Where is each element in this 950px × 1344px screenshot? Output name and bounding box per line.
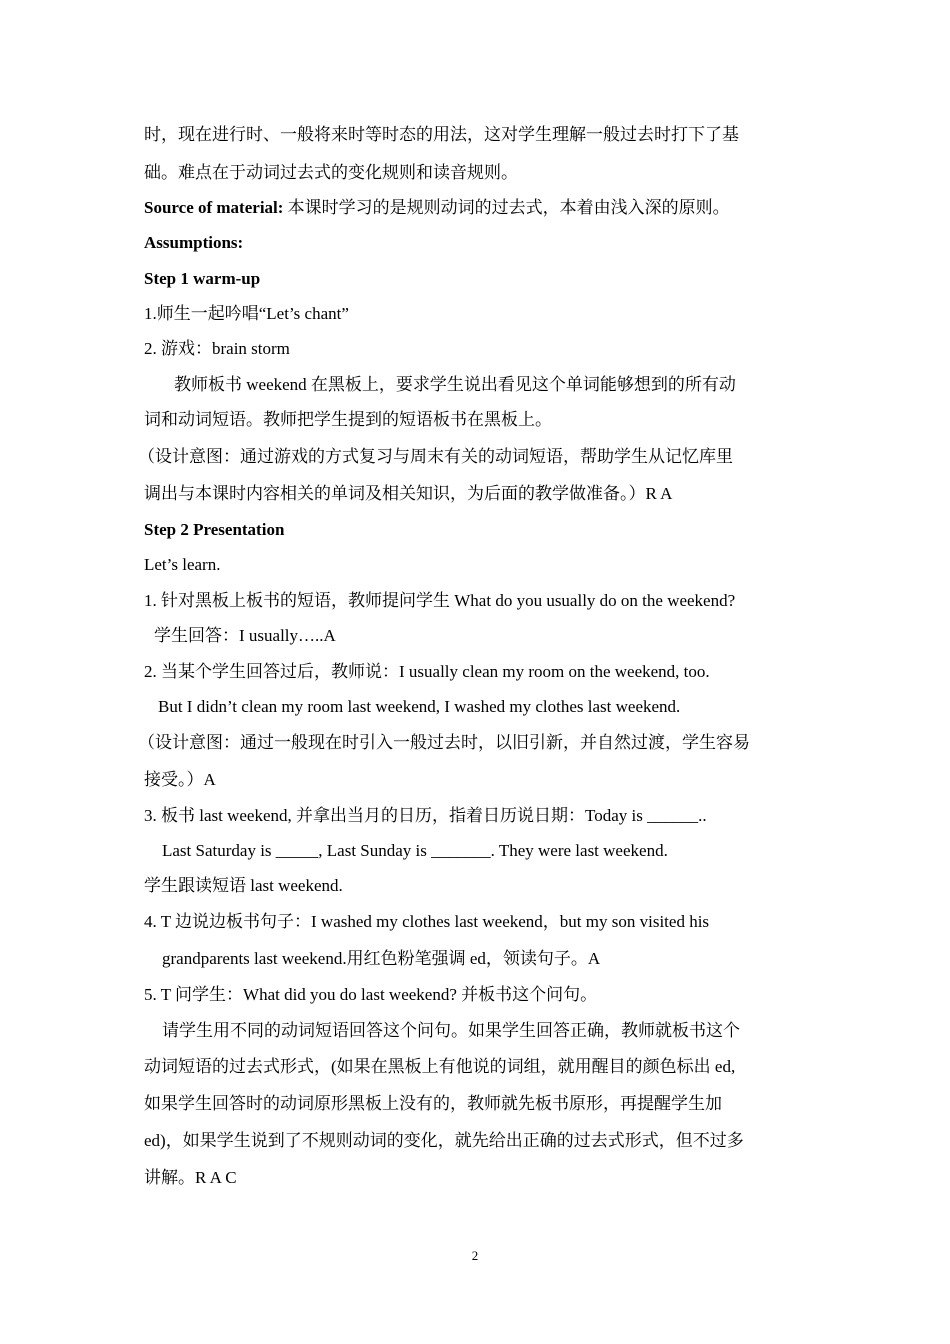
text-line: 5. T 问学生：What did you do last weekend? 并板书这个问句。 xyxy=(144,985,598,1004)
source-label: Source of material: xyxy=(144,198,284,217)
text-line: （设计意图：通过游戏的方式复习与周末有关的动词短语，帮助学生从记忆库里 xyxy=(138,447,733,466)
text-line: But I didn’t clean my room last weekend, I washed my clothes last weekend. xyxy=(158,697,681,716)
text-line: 4. T 边说边板书句子：I washed my clothes last weekend，but my son visited his xyxy=(144,912,710,931)
text-line: Let’s learn. xyxy=(144,555,221,574)
text-line: 学生跟读短语 last weekend. xyxy=(144,876,343,895)
text-line: grandparents last weekend.用红色粉笔强调 ed，领读句子。A xyxy=(162,949,601,968)
text-line: 1.师生一起吟唱“Let’s chant” xyxy=(144,304,349,323)
text-line: 学生回答：I usually…..A xyxy=(154,626,336,645)
source-text: 本课时学习的是规则动词的过去式，本着由浅入深的原则。 xyxy=(287,198,730,217)
text-line: （设计意图：通过一般现在时引入一般过去时，以旧引新，并自然过渡，学生容易 xyxy=(138,733,750,752)
assumptions-heading: Assumptions: xyxy=(144,233,244,252)
source-of-material-line xyxy=(144,191,730,225)
text-line: 词和动词短语。教师把学生提到的短语板书在黑板上。 xyxy=(144,410,552,429)
step2-heading: Step 2 Presentation xyxy=(144,520,285,539)
text-line: 调出与本课时内容相关的单词及相关知识，为后面的教学做准备。）R A xyxy=(144,484,673,503)
text-line: 请学生用不同的动词短语回答这个问句。如果学生回答正确，教师就板书这个 xyxy=(162,1021,740,1040)
step1-heading: Step 1 warm-up xyxy=(144,269,261,288)
text-line: ed)，如果学生说到了不规则动词的变化，就先给出正确的过去式形式，但不过多 xyxy=(144,1131,744,1150)
text-line: 础。难点在于动词过去式的变化规则和读音规则。 xyxy=(144,163,518,182)
text-line: Last Saturday is _____, Last Sunday is _______. They were last weekend. xyxy=(162,841,668,860)
text-line: 1. 针对黑板上板书的短语，教师提问学生 What do you usually do on the weekend? xyxy=(144,591,736,610)
text-line: 动词短语的过去式形式，(如果在黑板上有他说的词组，就用醒目的颜色标出 ed, xyxy=(144,1057,736,1076)
text-line: 接受。）A xyxy=(144,770,216,789)
text-line: 2. 当某个学生回答过后，教师说：I usually clean my room on the weekend, too. xyxy=(144,662,710,681)
text-line: 如果学生回答时的动词原形黑板上没有的，教师就先板书原形，再提醒学生加 xyxy=(144,1094,722,1113)
text-line: 时，现在进行时、一般将来时等时态的用法，这对学生理解一般过去时打下了基 xyxy=(144,125,739,144)
text-line: 教师板书 weekend 在黑板上，要求学生说出看见这个单词能够想到的所有动 xyxy=(174,375,736,394)
text-line: 3. 板书 last weekend, 并拿出当月的日历，指着日历说日期：Today is ______.. xyxy=(144,806,707,825)
text-line: 讲解。R A C xyxy=(144,1168,237,1187)
text-line: 2. 游戏：brain storm xyxy=(144,339,290,358)
page-number: 2 xyxy=(471,1248,479,1263)
